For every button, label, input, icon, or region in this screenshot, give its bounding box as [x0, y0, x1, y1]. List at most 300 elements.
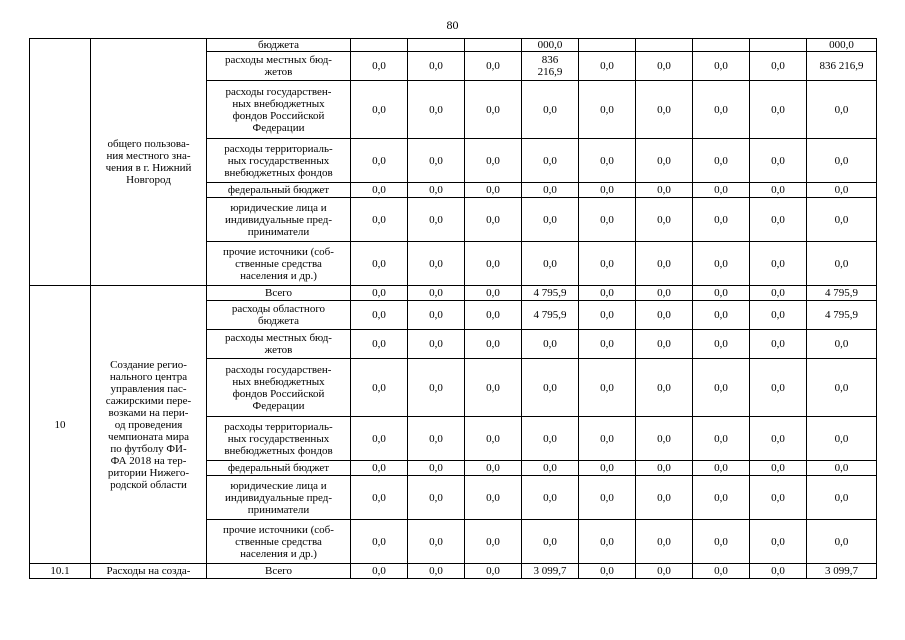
value-text: 0,0 — [372, 462, 386, 474]
value-cell — [351, 39, 408, 52]
value-cell — [351, 81, 408, 139]
value-cell — [750, 81, 807, 139]
project-name-line: нального центра — [109, 370, 188, 383]
value-cell — [579, 461, 636, 476]
value-cell — [465, 183, 522, 198]
value-cell — [693, 242, 750, 286]
value-cell — [693, 183, 750, 198]
value-cell — [807, 81, 877, 139]
value-text: 0,0 — [771, 103, 785, 116]
value-cell — [522, 520, 579, 564]
value-cell — [465, 564, 522, 579]
value-cell — [693, 301, 750, 330]
value-cell — [351, 359, 408, 417]
row-number-cell — [30, 39, 91, 286]
value-cell — [522, 81, 579, 139]
value-cell — [408, 476, 465, 520]
value-cell — [750, 461, 807, 476]
value-cell — [636, 139, 693, 183]
value-cell — [750, 301, 807, 330]
value-text: 0,0 — [714, 103, 728, 116]
value-cell — [807, 183, 877, 198]
funding-source-line: внебюджетных фондов — [224, 444, 333, 457]
project-name-cell — [91, 39, 207, 286]
funding-source-cell — [207, 359, 351, 417]
value-text: 0,0 — [657, 257, 671, 270]
value-cell — [522, 330, 579, 359]
value-cell — [636, 359, 693, 417]
funding-source-line: расходы государствен- — [225, 85, 332, 98]
value-text: 0,0 — [429, 287, 443, 299]
value-cell — [693, 330, 750, 359]
value-text: 0,0 — [486, 432, 500, 445]
value-cell — [522, 301, 579, 330]
funding-source-cell — [207, 39, 351, 52]
value-text: 0,0 — [600, 184, 614, 196]
value-cell — [465, 139, 522, 183]
value-cell — [693, 417, 750, 461]
value-text: 0,0 — [543, 491, 557, 504]
value-cell — [693, 476, 750, 520]
value-cell — [408, 198, 465, 242]
value-cell — [750, 139, 807, 183]
value-text: 0,0 — [714, 309, 728, 321]
value-cell — [522, 139, 579, 183]
funding-source-line: ных внебюджетных — [232, 97, 325, 110]
value-cell — [636, 417, 693, 461]
value-cell — [579, 286, 636, 301]
value-cell — [579, 564, 636, 579]
project-name-line: Новгород — [126, 174, 171, 186]
value-cell — [579, 520, 636, 564]
value-text: 0,0 — [771, 565, 785, 577]
project-name-line: чемпионата мира — [108, 430, 189, 443]
value-text: 0,0 — [600, 213, 614, 226]
value-text: 0,0 — [429, 491, 443, 504]
value-text: 0,0 — [372, 154, 386, 167]
funding-source-cell — [207, 417, 351, 461]
value-cell — [522, 564, 579, 579]
funding-source-cell — [207, 330, 351, 359]
value-text: 000,0 — [537, 39, 563, 51]
funding-source-line: прочие источники (соб- — [223, 245, 334, 258]
funding-source-cell — [207, 81, 351, 139]
table-row — [30, 39, 877, 52]
project-name-line: од проведения — [114, 418, 183, 431]
funding-source-line: расходы областного — [231, 303, 326, 315]
value-text: 0,0 — [600, 338, 614, 350]
value-text: 0,0 — [486, 257, 500, 270]
value-text: 0,0 — [543, 184, 557, 196]
value-cell — [522, 242, 579, 286]
value-cell — [465, 359, 522, 417]
value-cell — [807, 520, 877, 564]
funding-source-line: ных государственных — [227, 154, 330, 167]
funding-source-line: ственные средства — [235, 257, 322, 270]
funding-source-cell — [207, 52, 351, 81]
value-cell — [579, 301, 636, 330]
funding-source-cell — [207, 301, 351, 330]
value-text: 0,0 — [657, 381, 671, 394]
value-text: 216,9 — [537, 66, 563, 78]
funding-source-line: расходы государствен- — [225, 363, 332, 376]
value-cell — [636, 476, 693, 520]
value-cell — [807, 330, 877, 359]
value-text: 0,0 — [543, 103, 557, 116]
value-text: 0,0 — [372, 60, 386, 72]
value-text: 0,0 — [486, 462, 500, 474]
value-text: 0,0 — [486, 565, 500, 577]
value-text: 0,0 — [714, 462, 728, 474]
row-number-cell: 10 — [30, 286, 91, 564]
project-name-line: возками на пери- — [108, 406, 189, 419]
value-cell — [351, 183, 408, 198]
funding-source-line: расходы территориаль- — [224, 420, 333, 433]
value-text: 0,0 — [543, 432, 557, 445]
value-cell — [351, 330, 408, 359]
project-name-line: ритории Нижего- — [107, 466, 190, 479]
project-name-line: Создание регио- — [110, 358, 187, 371]
value-text: 0,0 — [600, 565, 614, 577]
value-cell — [807, 359, 877, 417]
value-text: 0,0 — [771, 287, 785, 299]
value-text: 0,0 — [714, 491, 728, 504]
value-cell — [579, 183, 636, 198]
value-cell — [465, 520, 522, 564]
value-text: 0,0 — [543, 257, 557, 270]
funding-source-line: жетов — [264, 344, 293, 356]
value-cell — [750, 520, 807, 564]
value-text: 0,0 — [714, 257, 728, 270]
value-cell — [750, 417, 807, 461]
value-text: 0,0 — [429, 184, 443, 196]
value-cell — [465, 52, 522, 81]
project-name-line: по футболу ФИ- — [110, 442, 187, 455]
funding-source-line: приниматели — [247, 503, 310, 516]
value-text: 0,0 — [429, 432, 443, 445]
value-text: 3 099,7 — [533, 565, 567, 577]
value-text: 4 795,9 — [533, 287, 567, 299]
value-text: 0,0 — [771, 154, 785, 167]
funding-source-line: населения и др.) — [240, 547, 317, 560]
value-cell — [807, 461, 877, 476]
value-text: 0,0 — [834, 491, 849, 504]
value-cell — [408, 330, 465, 359]
value-text: 0,0 — [600, 103, 614, 116]
value-cell — [351, 417, 408, 461]
value-text: 0,0 — [429, 154, 443, 167]
value-text: 0,0 — [657, 213, 671, 226]
value-text: 0,0 — [657, 565, 671, 577]
value-cell — [636, 198, 693, 242]
value-cell — [693, 564, 750, 579]
value-cell — [693, 139, 750, 183]
value-cell — [408, 286, 465, 301]
value-text: 0,0 — [372, 184, 386, 196]
value-text: 0,0 — [714, 381, 728, 394]
value-text: 0,0 — [486, 213, 500, 226]
value-text: 0,0 — [657, 287, 671, 299]
value-cell — [579, 359, 636, 417]
value-text: 0,0 — [486, 309, 500, 321]
value-text: 0,0 — [429, 338, 443, 350]
value-text: 0,0 — [372, 535, 386, 548]
project-name-line: Расходы на созда- — [106, 565, 191, 577]
project-name-line: ФА 2018 на тер- — [110, 454, 187, 467]
value-cell — [408, 520, 465, 564]
value-text: 0,0 — [486, 154, 500, 167]
value-cell — [636, 520, 693, 564]
value-cell — [750, 198, 807, 242]
value-text: 0,0 — [429, 309, 443, 321]
funding-source-line: юридические лица и — [230, 201, 327, 214]
value-text: 4 795,9 — [825, 287, 858, 299]
value-cell — [807, 564, 877, 579]
value-text: 0,0 — [834, 535, 849, 548]
value-cell — [636, 81, 693, 139]
value-cell — [693, 286, 750, 301]
funding-source-line: расходы местных бюд- — [225, 332, 332, 344]
funding-source-line: внебюджетных фондов — [224, 166, 333, 179]
funding-source-line: фондов Российской — [232, 109, 325, 122]
value-text: 0,0 — [486, 535, 500, 548]
project-name-line: ния местного зна- — [106, 150, 191, 162]
funding-source-line: Всего — [265, 287, 292, 299]
value-text: 0,0 — [486, 381, 500, 394]
value-text: 0,0 — [600, 154, 614, 167]
value-text: 0,0 — [771, 309, 785, 321]
value-cell — [351, 461, 408, 476]
funding-source-cell — [207, 139, 351, 183]
value-text: 0,0 — [543, 535, 557, 548]
funding-source-cell — [207, 198, 351, 242]
value-text: 0,0 — [429, 381, 443, 394]
value-cell — [465, 461, 522, 476]
value-text: 0,0 — [834, 154, 849, 167]
value-cell — [522, 476, 579, 520]
funding-source-line: бюджета — [257, 39, 299, 51]
value-cell — [351, 139, 408, 183]
value-cell — [636, 461, 693, 476]
value-text: 0,0 — [657, 491, 671, 504]
value-text: 0,0 — [600, 432, 614, 445]
value-text: 0,0 — [429, 213, 443, 226]
value-text: 0,0 — [657, 432, 671, 445]
value-text: 0,0 — [543, 338, 557, 350]
value-text: 0,0 — [834, 338, 849, 350]
value-cell — [465, 286, 522, 301]
value-cell — [636, 330, 693, 359]
value-cell — [579, 476, 636, 520]
value-cell — [579, 52, 636, 81]
funding-source-line: ственные средства — [235, 535, 322, 548]
value-text: 0,0 — [834, 462, 849, 474]
value-cell — [636, 286, 693, 301]
value-cell — [522, 183, 579, 198]
value-text: 0,0 — [372, 103, 386, 116]
value-cell — [807, 417, 877, 461]
value-cell — [807, 198, 877, 242]
project-name-cell — [91, 564, 207, 579]
value-cell — [408, 183, 465, 198]
value-text: 836 216,9 — [819, 60, 864, 72]
value-text: 0,0 — [372, 287, 386, 299]
funding-source-line: федеральный бюджет — [227, 462, 330, 474]
value-text: 0,0 — [714, 565, 728, 577]
value-text: 0,0 — [600, 309, 614, 321]
value-cell — [408, 301, 465, 330]
funding-source-line: жетов — [264, 66, 293, 78]
funding-source-line: индивидуальные пред- — [224, 491, 333, 504]
funding-source-cell — [207, 183, 351, 198]
value-text: 0,0 — [486, 184, 500, 196]
value-cell — [465, 330, 522, 359]
value-cell — [693, 359, 750, 417]
value-cell — [636, 242, 693, 286]
value-text: 0,0 — [600, 60, 614, 72]
value-text: 0,0 — [600, 491, 614, 504]
value-text: 0,0 — [771, 381, 785, 394]
value-cell — [351, 286, 408, 301]
value-cell — [636, 39, 693, 52]
value-cell — [579, 417, 636, 461]
value-cell — [750, 476, 807, 520]
value-cell — [807, 39, 877, 52]
value-cell — [693, 39, 750, 52]
funding-source-line: индивидуальные пред- — [224, 213, 333, 226]
value-text: 0,0 — [543, 213, 557, 226]
value-cell — [693, 520, 750, 564]
value-cell — [807, 286, 877, 301]
value-text: 836 — [541, 54, 559, 66]
value-cell — [522, 52, 579, 81]
value-cell — [693, 52, 750, 81]
value-text: 000,0 — [829, 39, 854, 51]
value-cell — [750, 359, 807, 417]
value-cell — [408, 139, 465, 183]
value-text: 0,0 — [834, 213, 849, 226]
value-text: 0,0 — [486, 338, 500, 350]
value-cell — [351, 564, 408, 579]
value-cell — [807, 242, 877, 286]
value-text: 0,0 — [834, 381, 849, 394]
funding-source-cell — [207, 564, 351, 579]
value-text: 0,0 — [372, 491, 386, 504]
value-cell — [636, 183, 693, 198]
value-cell — [408, 81, 465, 139]
funding-source-line: расходы территориаль- — [224, 142, 333, 155]
value-text: 0,0 — [714, 154, 728, 167]
project-name-line: родской области — [110, 478, 187, 491]
funding-source-line: ных внебюджетных — [232, 375, 325, 388]
value-cell — [522, 39, 579, 52]
funding-source-cell — [207, 242, 351, 286]
value-text: 0,0 — [657, 60, 671, 72]
project-name-line: общего пользова- — [107, 138, 190, 150]
value-text: 0,0 — [714, 535, 728, 548]
value-text: 0,0 — [429, 565, 443, 577]
funding-source-line: населения и др.) — [240, 269, 317, 282]
value-text: 0,0 — [834, 432, 849, 445]
value-cell — [465, 417, 522, 461]
value-text: 0,0 — [600, 535, 614, 548]
funding-source-line: Всего — [265, 565, 292, 577]
funding-source-cell — [207, 476, 351, 520]
value-text: 0,0 — [771, 60, 785, 72]
value-text: 0,0 — [657, 338, 671, 350]
value-cell — [522, 286, 579, 301]
value-text: 0,0 — [372, 213, 386, 226]
value-text: 0,0 — [657, 103, 671, 116]
value-cell — [351, 198, 408, 242]
funding-source-line: расходы местных бюд- — [225, 54, 332, 66]
value-cell — [351, 476, 408, 520]
value-text: 0,0 — [771, 257, 785, 270]
value-text: 0,0 — [543, 154, 557, 167]
value-cell — [465, 81, 522, 139]
value-cell — [351, 301, 408, 330]
value-cell — [750, 330, 807, 359]
value-cell — [465, 301, 522, 330]
value-cell — [807, 476, 877, 520]
value-cell — [408, 359, 465, 417]
value-text: 0,0 — [714, 184, 728, 196]
funding-source-line: приниматели — [247, 225, 310, 238]
value-text: 0,0 — [657, 462, 671, 474]
project-name-line: сажирскими пере- — [105, 394, 192, 407]
value-text: 0,0 — [771, 535, 785, 548]
value-cell — [408, 461, 465, 476]
value-cell — [351, 242, 408, 286]
value-cell — [750, 564, 807, 579]
value-text: 0,0 — [486, 287, 500, 299]
value-cell — [465, 39, 522, 52]
value-text: 0,0 — [834, 257, 849, 270]
value-cell — [750, 286, 807, 301]
value-text: 0,0 — [771, 184, 785, 196]
value-text: 0,0 — [771, 213, 785, 226]
value-text: 0,0 — [834, 103, 849, 116]
value-cell — [408, 564, 465, 579]
value-cell — [693, 461, 750, 476]
value-cell — [522, 417, 579, 461]
funding-source-cell — [207, 461, 351, 476]
value-text: 0,0 — [714, 60, 728, 72]
value-cell — [636, 52, 693, 81]
value-cell — [807, 139, 877, 183]
value-cell — [636, 564, 693, 579]
value-text: 0,0 — [429, 462, 443, 474]
funding-source-cell — [207, 520, 351, 564]
value-cell — [750, 52, 807, 81]
value-cell — [636, 301, 693, 330]
value-text: 0,0 — [372, 381, 386, 394]
value-cell — [579, 330, 636, 359]
value-text: 0,0 — [600, 287, 614, 299]
value-cell — [693, 81, 750, 139]
value-cell — [351, 520, 408, 564]
value-text: 0,0 — [600, 381, 614, 394]
value-text: 0,0 — [714, 338, 728, 350]
value-text: 0,0 — [486, 491, 500, 504]
value-cell — [579, 139, 636, 183]
value-cell — [807, 301, 877, 330]
value-text: 0,0 — [372, 565, 386, 577]
funding-source-line: юридические лица и — [230, 479, 327, 492]
project-name-line: чения в г. Нижний — [105, 162, 192, 174]
value-text: 0,0 — [429, 60, 443, 72]
value-text: 0,0 — [372, 257, 386, 270]
